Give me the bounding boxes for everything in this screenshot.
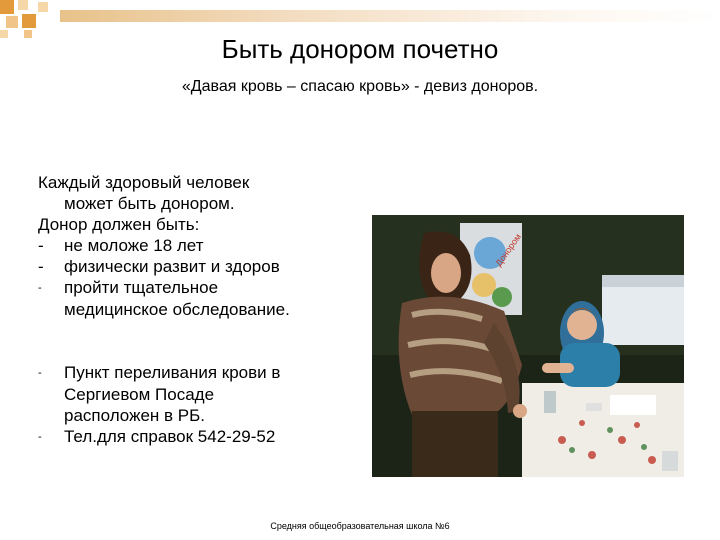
page-title: Быть донором почетно [221, 34, 499, 64]
poster-text: Донором [493, 231, 524, 269]
list-marker: - [38, 367, 42, 380]
list-marker: - [38, 282, 42, 295]
list-item [38, 277, 368, 299]
list-item-continuation: Сергиевом Посаде [64, 385, 215, 405]
list-item-text: не моложе 18 лет [64, 236, 204, 255]
intro-line-2: может быть донором. [64, 194, 235, 213]
list-item-text: Пункт переливания крови в [64, 363, 281, 383]
requirements-heading: Донор должен быть: [38, 215, 200, 234]
list-item-text: пройти тщательное [64, 278, 219, 297]
list-marker: - [38, 431, 42, 444]
main-text [38, 172, 368, 448]
list-item-continuation: расположен в РБ. [64, 406, 205, 426]
page-subtitle: «Давая кровь – спасаю кровь» - девиз доноров. [181, 78, 539, 95]
list-item [38, 256, 368, 277]
list-item [38, 235, 368, 256]
list-marker: - [38, 236, 44, 255]
list-item-text: Тел.для справок 542-29-52 [64, 427, 276, 447]
donor-photo [372, 215, 684, 477]
list-item [38, 362, 368, 384]
header-bar [60, 10, 720, 22]
list-marker: - [38, 257, 44, 276]
intro-line-1: Каждый здоровый человек [38, 173, 250, 192]
list-item [38, 426, 368, 448]
list-item-text: физически развит и здоров [64, 257, 280, 276]
list-item-continuation: медицинское обследование. [64, 300, 290, 320]
footer-text: Средняя общеобразовательная школа №6 [270, 521, 450, 531]
